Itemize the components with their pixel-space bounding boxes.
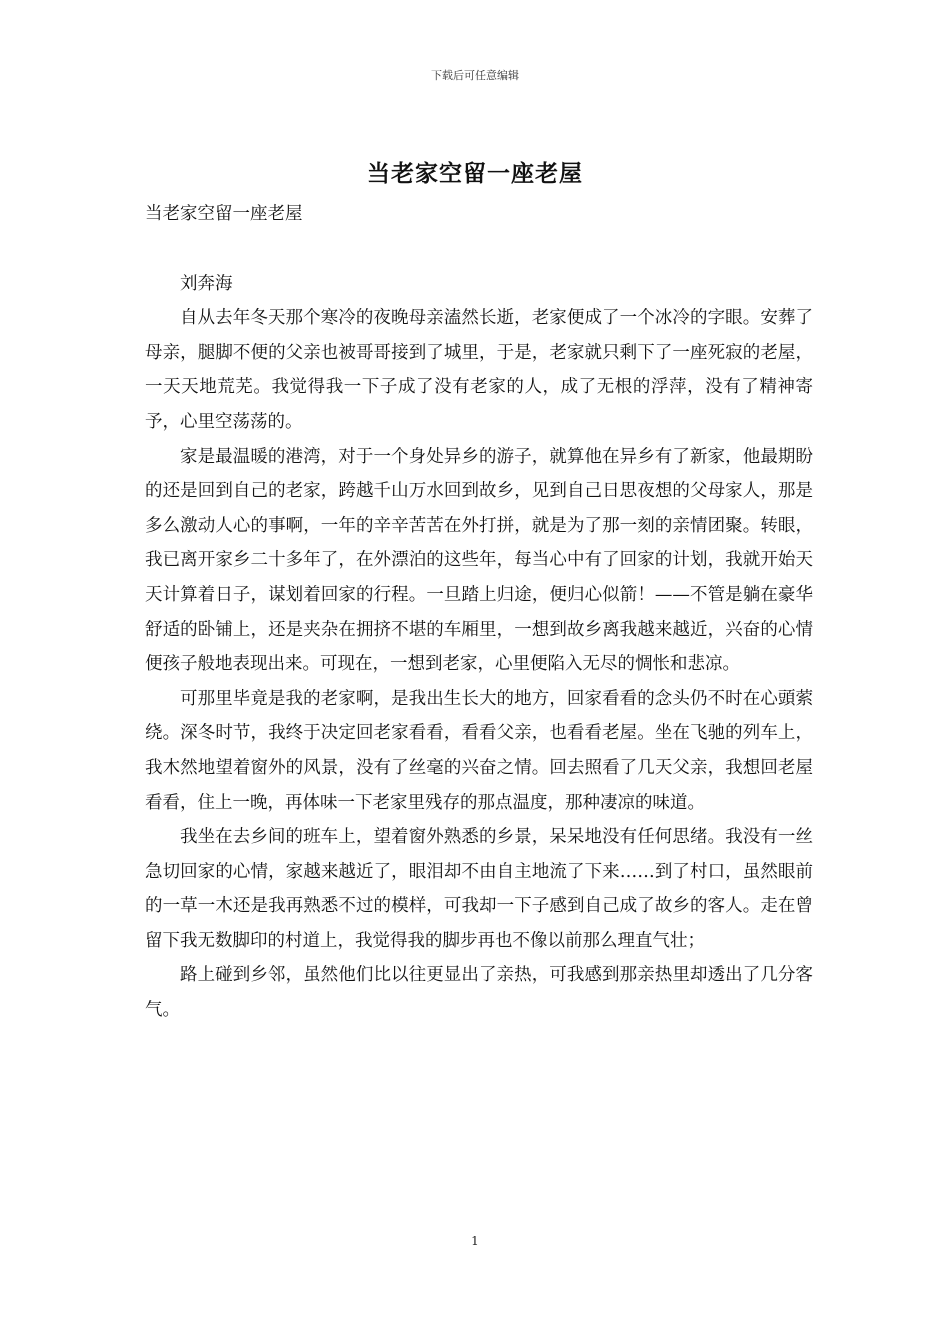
paragraph: 自从去年冬天那个寒冷的夜晚母亲溘然长逝，老家便成了一个冰冷的字眼。安葬了母亲，腿脚不便的父亲也被哥哥接到了城里，于是，老家就只剩下了一座死寂的老屋，一天天地荒芜。我觉得我一下子成了没有老家的人，成了无根的浮萍，没有了精神寄予，心里空荡荡的。 [145, 308, 813, 432]
document-body [145, 197, 813, 1028]
page-number: 1 [471, 1234, 479, 1248]
paragraph: 路上碰到乡邻，虽然他们比以往更显出了亲热，可我感到那亲热里却透出了几分客气。 [145, 965, 813, 1021]
document-subtitle: 当老家空留一座老屋 [145, 204, 303, 224]
paragraph: 可那里毕竟是我的老家啊，是我出生长大的地方，回家看看的念头仍不时在心頭萦绕。深冬时节，我终于决定回老家看看，看看父亲，也看看老屋。坐在飞驰的列车上，我木然地望着窗外的风景，没有了丝毫的兴奋之情。回去照看了几天父亲，我想回老屋看看，住上一晚，再体味一下老家里残存的那点温度，那种凄凉的味道。 [145, 688, 813, 813]
page-header: 下载后可任意编辑 [431, 69, 519, 82]
paragraph: 我坐在去乡间的班车上，望着窗外熟悉的乡景，呆呆地没有任何思绪。我没有一丝急切回家的心情，家越来越近了，眼泪却不由自主地流了下来……到了村口，虽然眼前的一草一木还是我再熟悉不过的模样，可我却一下子感到自己成了故乡的客人。走在曾留下我无数脚印的村道上，我觉得我的脚步再也不像以前那么理直气壮； [145, 827, 813, 951]
author-line: 刘奔海 [180, 273, 233, 294]
document-title: 当老家空留一座老屋 [367, 160, 583, 187]
paragraph: 家是最温暖的港湾，对于一个身处异乡的游子，就算他在异乡有了新家，他最期盼的还是回到自己的老家，跨越千山万水回到故乡，见到自己日思夜想的父母家人，那是多么激动人心的事啊，一年的辛辛苦苦在外打拼，就是为了那一刻的亲情团聚。转眼，我已离开家乡二十多年了，在外漂泊的这些年，每当心中有了回家的计划，我就开始天天计算着日子，谋划着回家的行程。一旦踏上归途，便归心似箭！——不管是躺在豪华舒适的卧铺上，还是夹杂在拥挤不堪的车厢里，一想到故乡离我越来越近，兴奋的心情便孩子般地表现出来。可现在，一想到老家，心里便陷入无尽的惆怅和悲凉。 [145, 446, 813, 675]
